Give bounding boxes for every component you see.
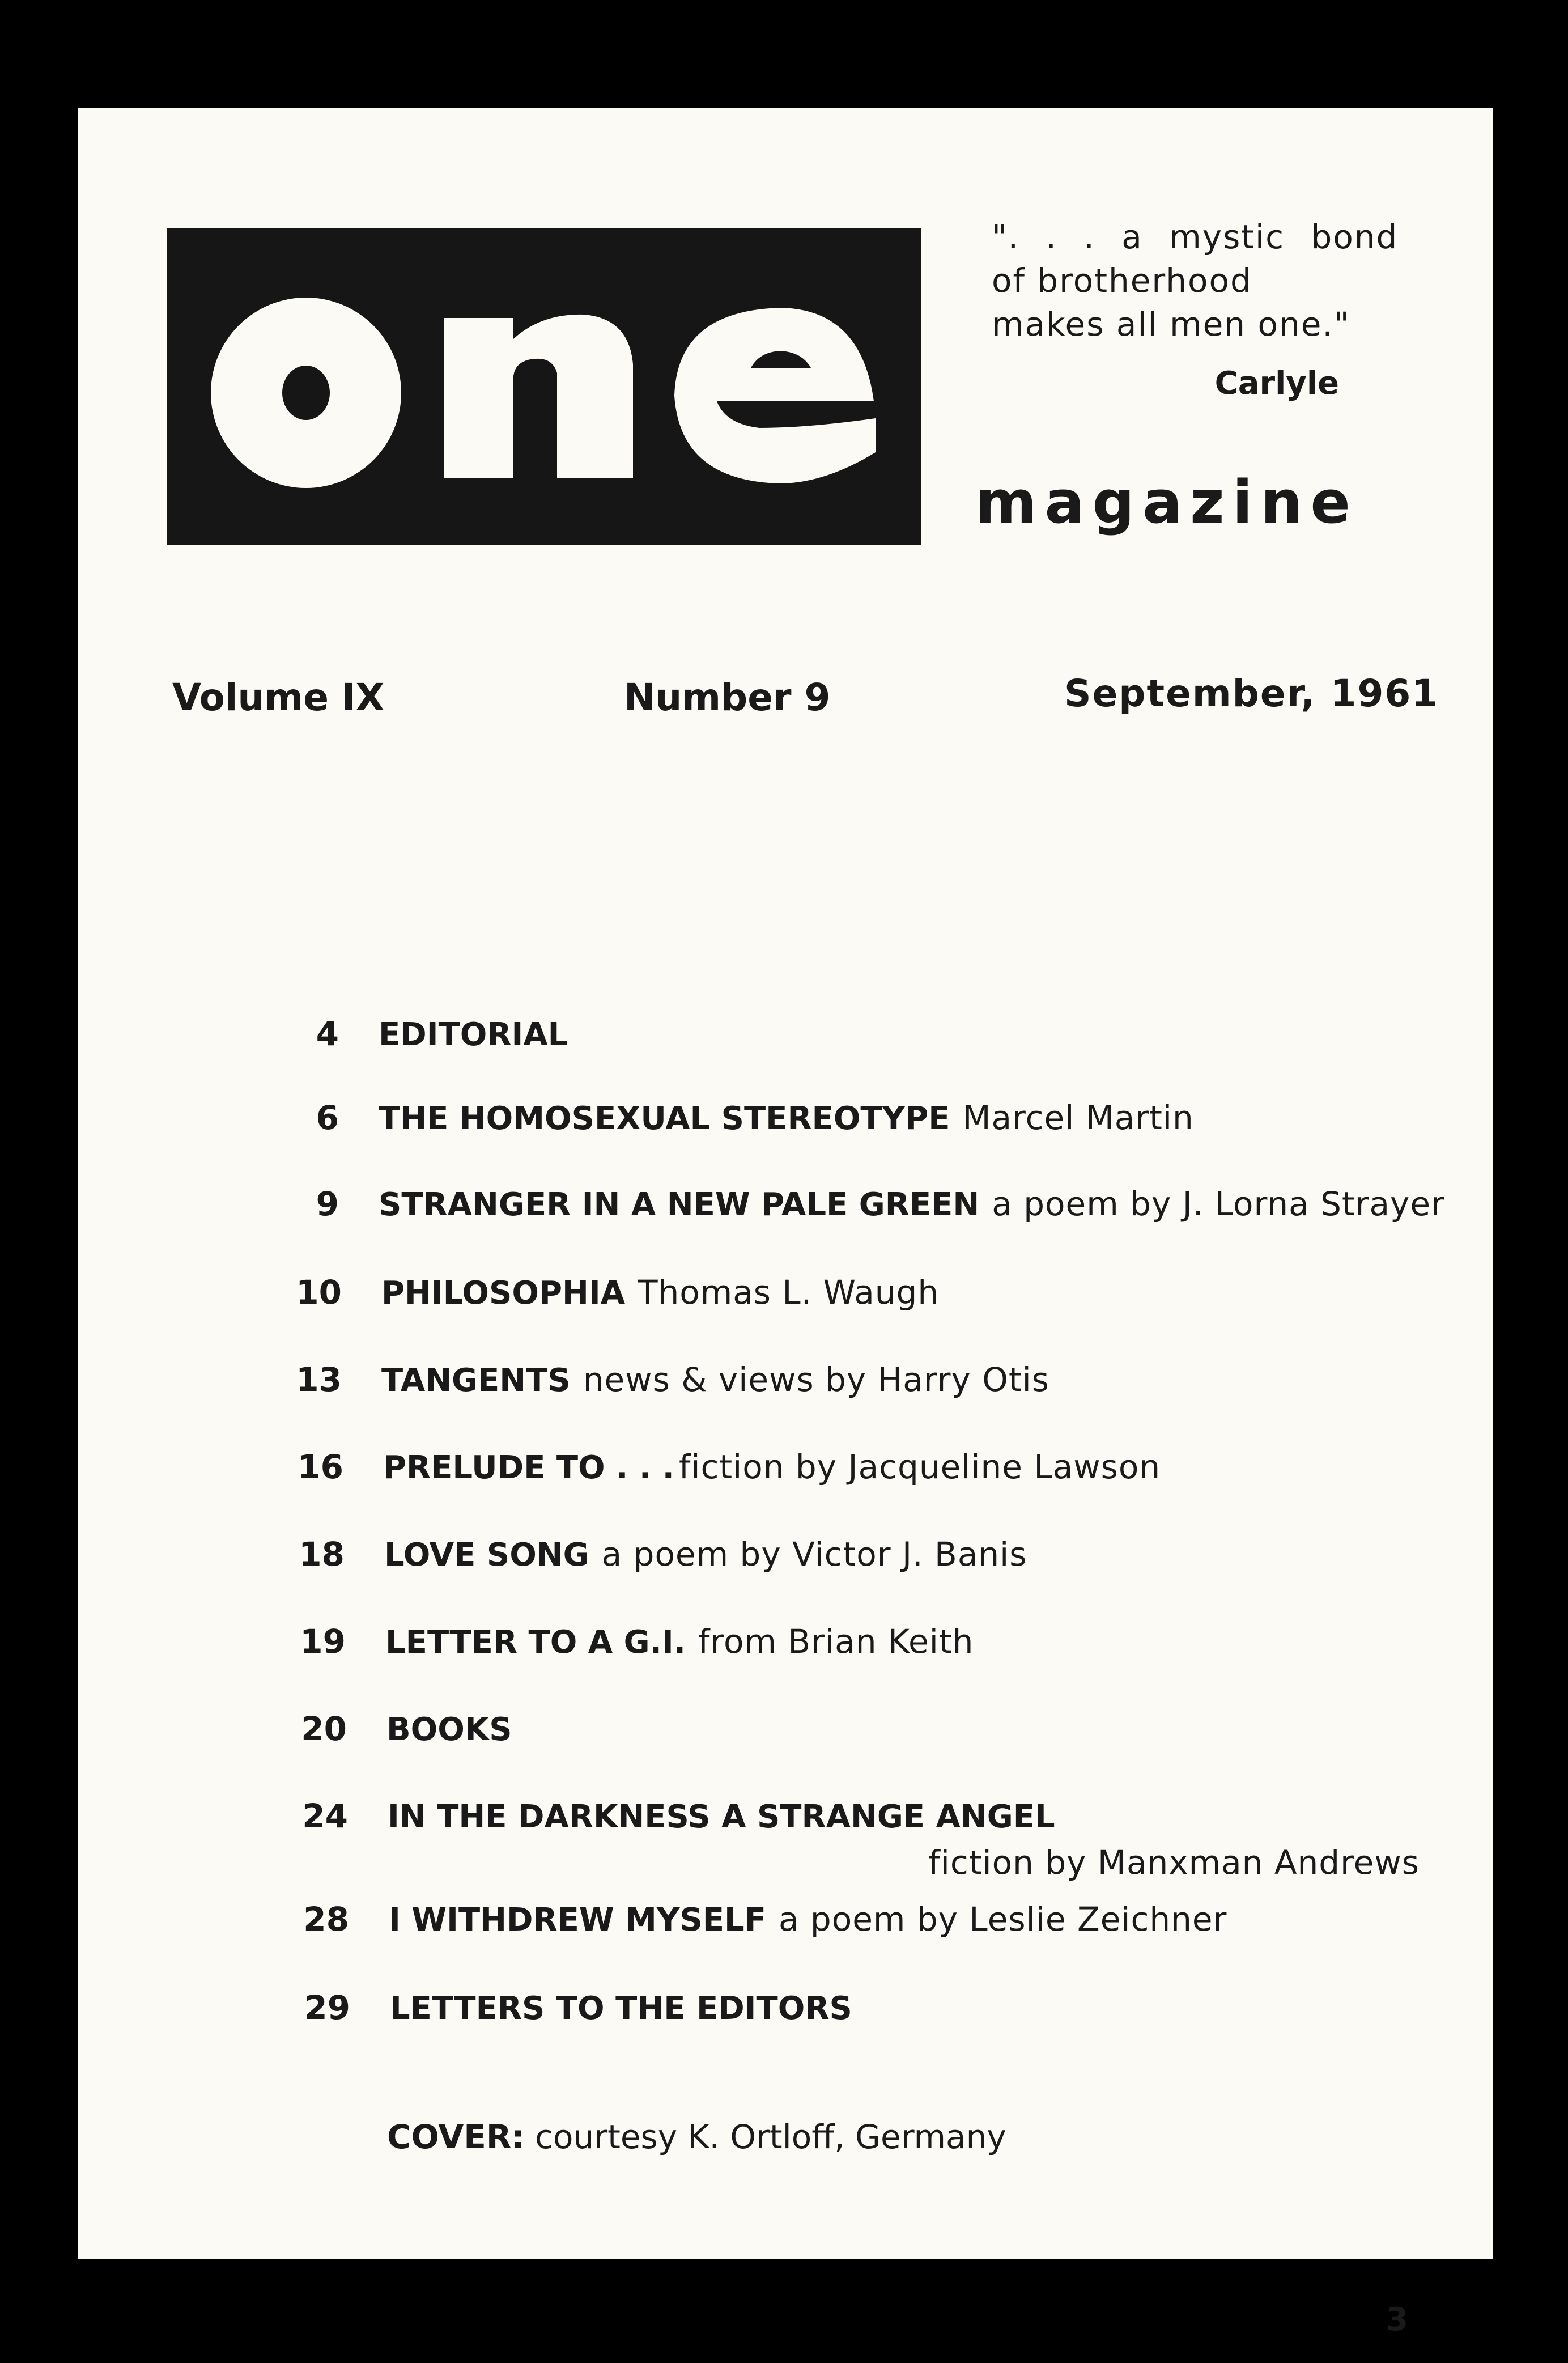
quote-line: of brotherhood xyxy=(992,261,1252,300)
page-number: 3 xyxy=(1386,2301,1408,2338)
quote-author: Carlyle xyxy=(1214,365,1339,402)
one-logo xyxy=(167,228,921,545)
issue-number: Number 9 xyxy=(624,676,831,719)
toc-title: PRELUDE TO . . . xyxy=(383,1449,674,1486)
one-logo-mark xyxy=(167,228,921,545)
issue-date: September, 1961 xyxy=(1064,672,1439,715)
toc-subtitle: a poem by Leslie Zeichner xyxy=(778,1900,1227,1938)
quote-line: ". . . a mystic bond xyxy=(992,218,1399,256)
toc-entry xyxy=(265,1185,1445,1223)
toc-page: 29 xyxy=(304,1988,350,2027)
toc-subtitle: a poem by J. Lorna Strayer xyxy=(992,1185,1445,1223)
toc-page: 19 xyxy=(300,1622,346,1661)
toc-page: 24 xyxy=(302,1797,348,1835)
toc-page: 16 xyxy=(298,1448,343,1486)
quote-line: makes all men one." xyxy=(992,305,1350,343)
magazine-page xyxy=(78,108,1493,2338)
toc-page: 9 xyxy=(316,1185,339,1223)
toc-page: 20 xyxy=(301,1709,347,1748)
toc-title: THE HOMOSEXUAL STEREOTYPE xyxy=(379,1100,950,1137)
toc-subtitle: fiction by Jacqueline Lawson xyxy=(678,1448,1161,1486)
toc-entry xyxy=(268,1273,939,1312)
toc-subtitle: a poem by Victor J. Banis xyxy=(601,1535,1027,1573)
cover-credit xyxy=(387,2118,1006,2156)
cover-label: COVER: xyxy=(387,2118,525,2156)
toc-entry xyxy=(270,1448,1161,1486)
issue-volume: Volume IX xyxy=(172,676,385,719)
toc-page: 10 xyxy=(296,1273,342,1312)
toc-title: I WITHDREW MYSELF xyxy=(389,1902,766,1938)
toc-entry xyxy=(265,1015,568,1053)
toc-entry xyxy=(273,1709,512,1748)
toc-entry xyxy=(271,1535,1027,1573)
toc-page: 28 xyxy=(303,1900,349,1938)
cover-text: courtesy K. Ortloff, Germany xyxy=(535,2118,1006,2156)
toc-title: BOOKS xyxy=(386,1711,512,1748)
toc-entry xyxy=(268,1360,1049,1399)
toc-title: LOVE SONG xyxy=(384,1537,589,1573)
magazine-wordmark: magazine xyxy=(975,468,1358,537)
toc-entry xyxy=(274,1797,1055,1835)
toc-subtitle: Thomas L. Waugh xyxy=(638,1273,940,1312)
toc-title: STRANGER IN A NEW PALE GREEN xyxy=(379,1186,980,1223)
toc-subtitle: from Brian Keith xyxy=(698,1622,974,1661)
toc-page: 18 xyxy=(299,1535,345,1573)
toc-entry xyxy=(265,1098,1194,1137)
toc-entry xyxy=(272,1622,974,1661)
toc-subtitle: Marcel Martin xyxy=(962,1098,1194,1137)
toc-title: PHILOSOPHIA xyxy=(381,1275,626,1312)
toc-title: LETTER TO A G.I. xyxy=(385,1624,686,1661)
toc-page: 13 xyxy=(296,1360,342,1399)
toc-subtitle: fiction by Manxman Andrews xyxy=(928,1843,1420,1882)
toc-title: IN THE DARKNESS A STRANGE ANGEL xyxy=(388,1798,1055,1835)
toc-page: 6 xyxy=(316,1098,339,1137)
toc-entry xyxy=(275,1900,1227,1938)
toc-entry xyxy=(277,1988,852,2027)
toc-subtitle: news & views by Harry Otis xyxy=(583,1360,1049,1399)
toc-title: EDITORIAL xyxy=(379,1016,568,1053)
toc-page: 4 xyxy=(316,1015,339,1053)
epigraph-quote xyxy=(992,215,1400,346)
toc-title: TANGENTS xyxy=(381,1362,571,1399)
toc-title: LETTERS TO THE EDITORS xyxy=(390,1990,852,2027)
